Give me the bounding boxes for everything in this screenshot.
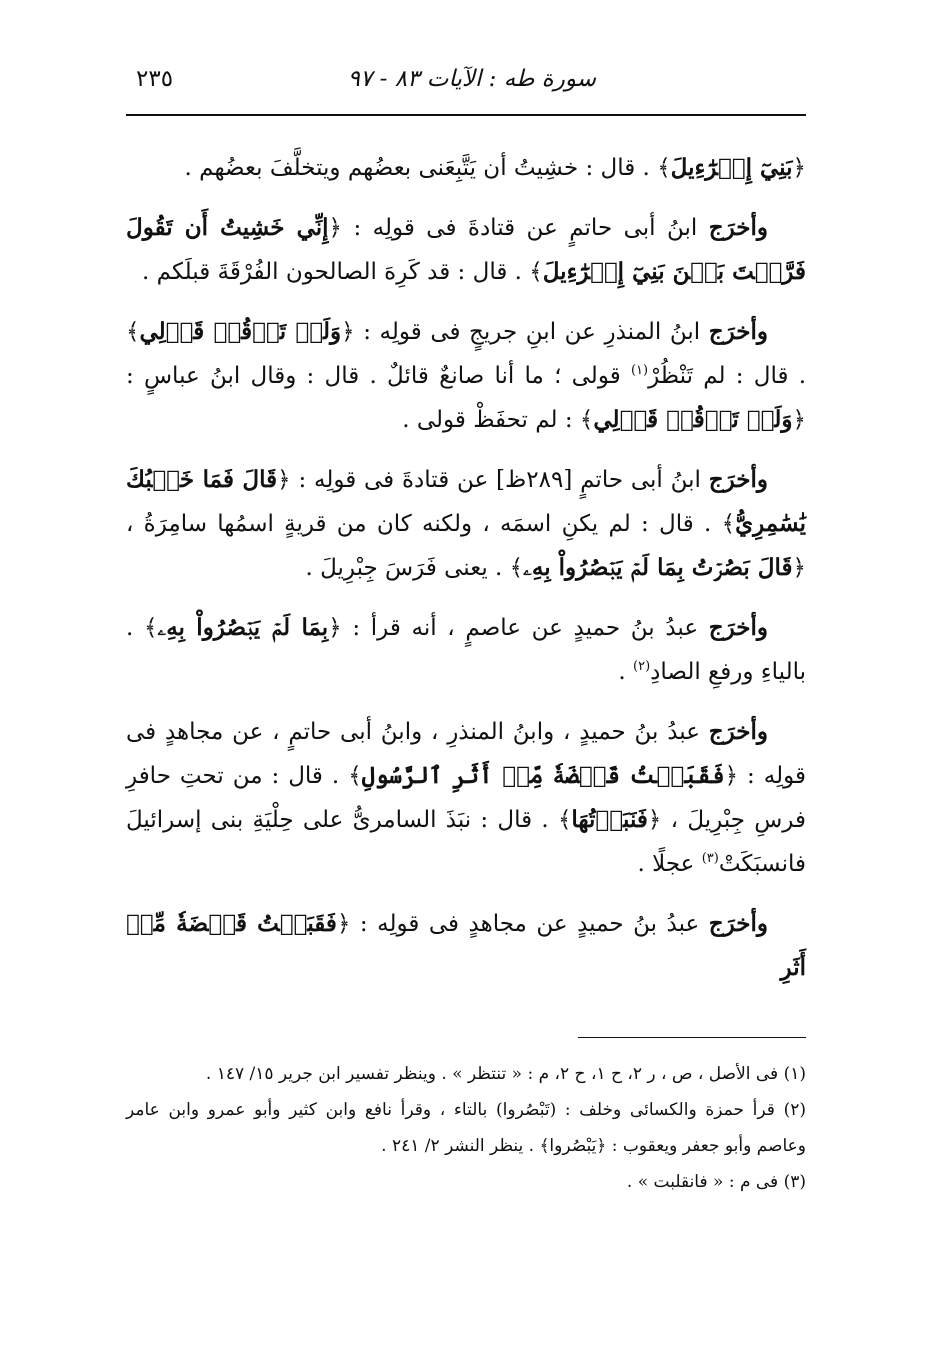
paragraph-text: قولى ؛ ما أنا صانعٌ قائلٌ . قال : وقال ابنُ عباسٍ : [126, 363, 631, 389]
footnote-3: (٣) فى م : « فانقلبت » . [626, 1172, 806, 1192]
quran-quote [348, 762, 738, 789]
open-brace: ﴿ [724, 763, 739, 789]
paragraph-1 [126, 146, 806, 190]
footnote-marker[interactable]: (٣) [701, 851, 719, 866]
close-brace: ﴾ [143, 615, 158, 641]
paragraph-text: ابنُ المنذرِ عن ابنِ جريجٍ فى قولِه : [354, 319, 709, 345]
open-brace: ﴿ [277, 467, 291, 493]
quran-quote [580, 406, 806, 433]
close-brace: ﴾ [126, 319, 140, 345]
open-brace: ﴿ [328, 615, 342, 641]
paragraph-text: عبدُ بنُ حميدٍ عن مجاهدٍ فى قولِه : [350, 911, 709, 937]
quran-text: وَلَمۡ تَرۡقُبۡ قَوۡلِي [593, 406, 793, 433]
paragraph-lead: وأخرَج [708, 718, 768, 745]
paragraph-text: عن قتادةَ فى قولِه : [290, 467, 497, 493]
paragraph-4 [126, 458, 806, 590]
manuscript-reference: [٢٨٩ظ] [496, 467, 573, 493]
paragraph-text: ابنُ أبى حاتمٍ عن قتادةَ فى قولِه : [342, 215, 709, 241]
close-brace: ﴾ [557, 807, 572, 833]
footnote-marker[interactable]: (٢) [633, 659, 651, 674]
quran-text: فَنَبَذۡتُهَا [571, 806, 648, 833]
paragraph-7 [126, 902, 806, 990]
paragraph-3 [126, 310, 806, 442]
paragraph-text: : لم تحفَظْ قولى . [402, 407, 580, 433]
paragraph-lead: وأخرَج [708, 910, 768, 937]
open-brace: ﴿ [792, 555, 806, 581]
quran-quote [126, 318, 355, 345]
footnote-1: (١) فى الأصل ، ص ، ر ٢، ح ١، ح ٢، م : « تنتظر » . وينظر تفسير ابن جرير ١٥/ ١٤٧ . [205, 1064, 806, 1084]
paragraph-lead: وأخرَج [708, 214, 768, 241]
open-brace: ﴿ [336, 911, 351, 937]
quran-quote [558, 806, 661, 833]
quran-text: فَقَبَضۡتُ قَبۡضَةٗ مِّنۡ أَثَرِ [126, 910, 806, 981]
paragraph-text: ابنُ أبى حاتمٍ [572, 467, 709, 493]
quran-text: بِمَا لَمۡ يَبۡصُرُواْ بِهِۦ [157, 614, 329, 641]
paragraph-5 [126, 606, 806, 694]
footnote-2: (٢) قرأ حمزة والكسائى وخلف : (تَبْصُروا) بالتاء ، وقرأ نافع وابن كثير وأبو عمرو وابن عامر وعاصم وأبو جعفر ويعقوب : ﴿يَبْصُروا﴾ . ينظر النشر ٢/ ٢٤١ . [126, 1100, 806, 1156]
quran-quote [510, 554, 806, 581]
paragraph-text: عجلًا . [637, 851, 702, 877]
footnotes [126, 1056, 806, 1200]
open-brace: ﴿ [647, 807, 662, 833]
paragraph-2 [126, 206, 806, 294]
paragraph-text: . قال : قد كَرِهَ الصالحون الفُرْقَةَ قبلَكم . [142, 259, 530, 285]
close-brace: ﴾ [721, 511, 736, 537]
header-rule [126, 114, 806, 116]
footnote-rule [578, 1037, 806, 1038]
paragraph-text: . قال : خشِيتُ أن يَتَّبِعَنى بعضُهم ويتخلَّفَ بعضُهم . [184, 155, 658, 181]
paragraph-text: . [618, 659, 633, 685]
close-brace: ﴾ [657, 155, 671, 181]
quran-text: قَالَ فَمَا خَطۡبُكَ يَٰسَٰمِرِيُّ [126, 466, 806, 537]
footnote-marker[interactable]: (١) [630, 363, 649, 378]
main-text [126, 146, 806, 1006]
paragraph-lead: وأخرَج [708, 614, 768, 641]
quran-quote [657, 154, 806, 181]
open-brace: ﴿ [328, 215, 343, 241]
paragraph-text: عبدُ بنُ حميدٍ عن عاصمٍ ، أنه قرأ : [341, 615, 709, 641]
close-brace: ﴾ [579, 407, 594, 433]
paragraph-text: . قال : نبَذَ السامرىُّ على حِلْيَةِ بنى إسرائيلَ فانسبَكَتْ [126, 807, 806, 877]
paragraph-lead: وأخرَج [708, 318, 768, 345]
paragraph-text: عبدُ بنُ حميدٍ ، وابنُ المنذرِ ، وابنُ أبى حاتمٍ ، عن مجاهدٍ فى قولِه : [126, 719, 806, 789]
running-header [126, 58, 806, 102]
header-title: سورة طه : الآيات ٨٣ - ٩٧ [347, 66, 596, 92]
quran-text: وَلَمۡ تَرۡقُبۡ قَوۡلِي [139, 318, 342, 345]
paragraph-text: . قال : من تحتِ حافرِ فرسِ جِبْرِيلَ ، [126, 763, 806, 833]
paragraph-6 [126, 710, 806, 886]
close-brace: ﴾ [529, 259, 543, 285]
open-brace: ﴿ [792, 155, 806, 181]
paragraph-lead: وأخرَج [708, 466, 768, 493]
paragraph-text: . يعنى فَرَسَ جِبْرِيلَ . [305, 555, 510, 581]
quran-text: إِنِّي خَشِيتُ أَن تَقُولَ فَرَّقۡتَ بَيۡنَ بَنِيٓ إِسۡرَٰٓءِيلَ [126, 214, 806, 285]
paragraph-text: . بالياءِ ورفعِ الصادِ [126, 615, 806, 685]
paragraph-text: . قال : لم يكنِ اسمَه ، ولكنه كان من قريةٍ اسمُها سامِرَةُ ، [126, 511, 722, 537]
quran-text: فَقَبَضۡتُ قَبۡضَةٗ مِّنۡ أَثَرِ ٱلرَّسُولِ [361, 762, 725, 789]
close-brace: ﴾ [348, 763, 362, 789]
quran-quote [144, 614, 342, 641]
open-brace: ﴿ [792, 407, 806, 433]
quran-text: بَنِيٓ إِسۡرَٰٓءِيلَ [670, 154, 793, 181]
page-number: ٢٣٥ [136, 66, 174, 92]
close-brace: ﴾ [509, 555, 524, 581]
open-brace: ﴿ [341, 319, 355, 345]
quran-text: قَالَ بَصُرۡتُ بِمَا لَمۡ يَبۡصُرُواْ بِهِۦ [523, 554, 793, 581]
paragraph-text: . قال : لم تَنْظُرْ [648, 363, 807, 389]
